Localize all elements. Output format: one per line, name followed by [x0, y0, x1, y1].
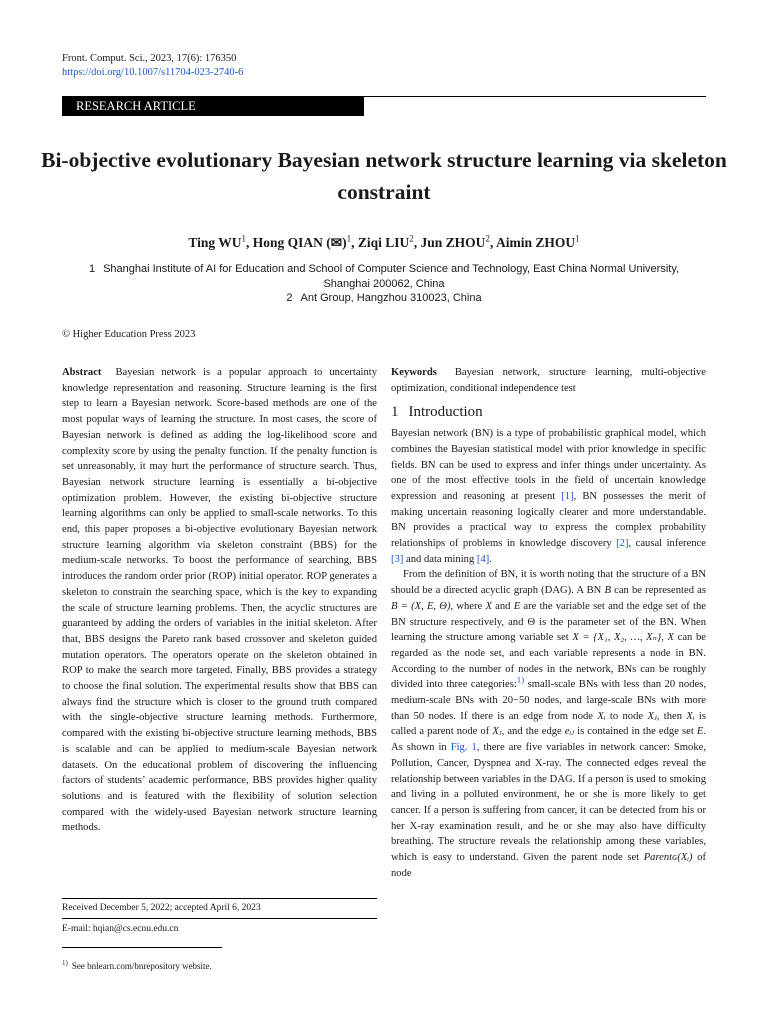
text-run: , and the edge	[501, 726, 565, 738]
math-symbol: E	[696, 726, 704, 738]
right-column	[391, 365, 706, 882]
intro-paragraph-1	[391, 426, 706, 567]
text-run: and data mining	[403, 553, 477, 565]
text-run: and	[491, 600, 514, 612]
affiliation-2	[62, 291, 706, 306]
text-run: is contained in the edge set	[574, 726, 697, 738]
text-run: can be regarded as the node set, and each variable represents a node in BN. According to the number of nodes in the network, BNs can be roughly divided into three categories:	[391, 632, 706, 691]
received-rule-bottom	[62, 918, 377, 919]
footnote-mark: 1)	[62, 959, 68, 967]
section-number: 1	[391, 404, 399, 421]
author-name: Jun ZHOU	[420, 235, 486, 250]
math-symbol: E	[513, 600, 521, 612]
article-type-banner: RESEARCH ARTICLE	[62, 97, 364, 116]
paper-title: Bi-objective evolutionary Bayesian network structure learning via skeleton constraint	[41, 148, 727, 204]
text-run: . As shown in	[391, 726, 707, 754]
journal-header	[62, 52, 243, 80]
affiliation-text: Shanghai Institute of AI for Education and School of Computer Science and Technology, East China Normal University,	[103, 263, 680, 275]
author-name: Aimin ZHOU	[495, 235, 576, 250]
copyright-notice: © Higher Education Press 2023	[62, 329, 196, 340]
math-symbol: B	[604, 585, 611, 597]
journal-citation: Front. Comput. Sci., 2023, 17(6): 176350	[62, 53, 237, 64]
math-expression: X = {X₁, X₂, …, Xₙ}	[572, 632, 662, 644]
text-run: small-scale BNs with less than 20 nodes, medium-scale BNs with 20−50 nodes, and large-scale BNs with more than 50 nodes. If there is an edge from node	[391, 679, 707, 722]
author-list: Ting $WU^1$, Hong QIAN (✉)$^1$, Ziqi LIU$^2$, Jun ZHOU$^2$, Aimin ZHOU$^1$	[188, 233, 580, 250]
abstract-text: Bayesian network is a popular approach to uncertainty knowledge representation and reasoning. Structure learning is the first step to learn a Bayesian network. Score-based methods are one of the most popular ways of learning the structure. In most cases, the score of Bayesian network is defined as adding the log-likelihood score and complexity score by using the penalty function. If the penalty function is set unreasonably, it may hurt the performance of structure search. Thus, Bayesian network structure learning is essentially a bi-objective optimization problem. However, the existing bi-objective structure learning algorithms can only be applied to small-scale networks. To this end, this paper proposes a bi-objective evolutionary Bayesian network structure learning algorithm via skeleton constraint (BBS) for the medium-scale networks. To boost the performance of searching, BBS introduces the random order prior (ROP) initial operator. ROP generates a skeleton to constrain the searching space, which is the key to expanding the scale of structure learning problems. Then, the acyclic structures are guaranteed by adding the orders of variables in the initial skeleton. After that, BBS designs the Pareto rank based crossover and skeleton guided mutation operators. The operators operate on the skeleton obtained in ROP to make the search more targeted. Finally, BBS provides a strategy to choose the final solution. The experimental results show that BBS can always find the structure which is closer to the ground truth compared with the single-objective structure learning methods. Furthermore, compared with the existing bi-objective structure learning methods, BBS is scalable and can be applied to medium-scale Bayesian network datasets. On the educational problem of discovering the influencing factors of students’ academic performance, BBS provides higher quality solutions and is featured with the flexibility of solution selection compared with the widely-used Bayesian network structure learning methods.	[62, 367, 377, 834]
affiliation-1	[62, 262, 706, 277]
author-affil-mark: 2	[485, 233, 490, 244]
received-dates: Received December 5, 2022; accepted April 6, 2023	[62, 903, 261, 913]
text-run: ,	[661, 632, 668, 644]
citation-link[interactable]: [3]	[391, 553, 404, 565]
section-title: Introduction	[408, 404, 483, 421]
text-run: From the definition of BN, it is worth noting that the structure of a BN should be a directed acyclic graph (DAG). A BN	[391, 569, 706, 597]
text-run: , then	[656, 710, 687, 722]
author-affil-mark: 1	[346, 233, 352, 244]
math-symbol: Xⱼ	[492, 726, 502, 738]
text-run: .	[489, 553, 492, 565]
author-name: Ting WU	[188, 235, 242, 250]
affiliation-text: Ant Group, Hangzhou 310023, China	[300, 292, 482, 304]
left-column	[62, 365, 377, 836]
keywords	[391, 365, 706, 396]
keywords-text: Bayesian network, structure learning, multi-objective optimization, conditional independence test	[391, 367, 706, 394]
author-name: Hong QIAN (✉)	[252, 235, 347, 250]
abstract-label: Abstract	[62, 367, 102, 378]
citation-link[interactable]: [2]	[616, 538, 629, 550]
math-expression: B = (X, E, Θ)	[391, 600, 451, 612]
text-run: of node	[391, 852, 706, 879]
received-rule-top	[62, 898, 377, 899]
footnote-link[interactable]: 1)	[516, 674, 525, 685]
text-run: , where	[450, 600, 486, 612]
text-run: can be represented as	[610, 585, 706, 597]
text-run: , causal inference	[628, 538, 706, 550]
math-expression: Parentɢ(Xᵢ)	[643, 852, 693, 864]
keywords-label: Keywords	[391, 367, 437, 378]
contact-email: E-mail: hqian@cs.ecnu.edu.cn	[62, 924, 179, 934]
text-run: Bayesian network (BN) is a type of probabilistic graphical model, which combines the Bayesian statistical model with prior knowledge in specific fields. BN can be used to express and infer things under uncertainty. As one of the most effective tools in the field of uncertain knowledge expression and reasoning at present	[391, 428, 706, 502]
doi-link[interactable]: https://doi.org/10.1007/s11704-023-2740-6	[62, 67, 244, 78]
footnote-text: See bnlearn.com/bnrepository website.	[71, 961, 212, 971]
affiliation-1-line2: Shanghai 200062, China	[323, 277, 445, 290]
text-run: are the variable set and the edge set of the BN structure respectively, and Θ is the parameter set of the BN. When learning the structure among variable set	[391, 600, 707, 644]
math-symbol: Xᵢ	[686, 710, 695, 722]
text-run: , BN possesses the merit of making uncertain reasoning logically clearer and more understandable. BN provides a practical way to express the complex probability relationships of problems in knowledge discovery	[391, 490, 706, 550]
section-heading-introduction	[391, 405, 706, 421]
author-affil-mark: 1	[575, 233, 580, 244]
author-affil-mark: 2	[409, 233, 414, 244]
math-symbol: Xᵢ	[597, 710, 606, 722]
footnote-rule	[62, 947, 222, 948]
citation-link[interactable]: [4]	[476, 553, 490, 565]
text-run: , there are five variables in network cancer: Smoke, Pollution, Cancer, Dyspnea and X-ray. The connected edges reveal the relationship between variables in the DAG. If a person is used to smoking and living in a polluted environment, he or she is more likely to get cancer. If a person is suffering from cancer, it can be detected from his or her X-ray examination result, and he or she may also have difficulty breathing. The structure reveals the relationship among these variables, which is easy to understand. Given the parent node set	[391, 742, 706, 864]
text-run: is called a parent node of	[391, 710, 706, 738]
figure-link[interactable]: Fig. 1	[450, 742, 477, 754]
affiliations	[62, 262, 706, 306]
math-symbol: X	[667, 632, 674, 644]
footnote	[62, 961, 212, 971]
affiliation-number: 1	[88, 263, 96, 275]
intro-paragraph-2	[391, 567, 706, 881]
math-symbol: X	[485, 600, 492, 612]
text-run: to node	[605, 710, 648, 722]
math-symbol: eᵢⱼ	[564, 726, 575, 738]
affiliation-number: 2	[286, 292, 293, 304]
citation-link[interactable]: [1]	[561, 490, 574, 502]
author-name: Ziqi LIU	[357, 235, 410, 250]
math-symbol: Xⱼ	[647, 710, 657, 722]
author-affil-mark: 1	[241, 233, 247, 244]
abstract	[62, 365, 377, 836]
